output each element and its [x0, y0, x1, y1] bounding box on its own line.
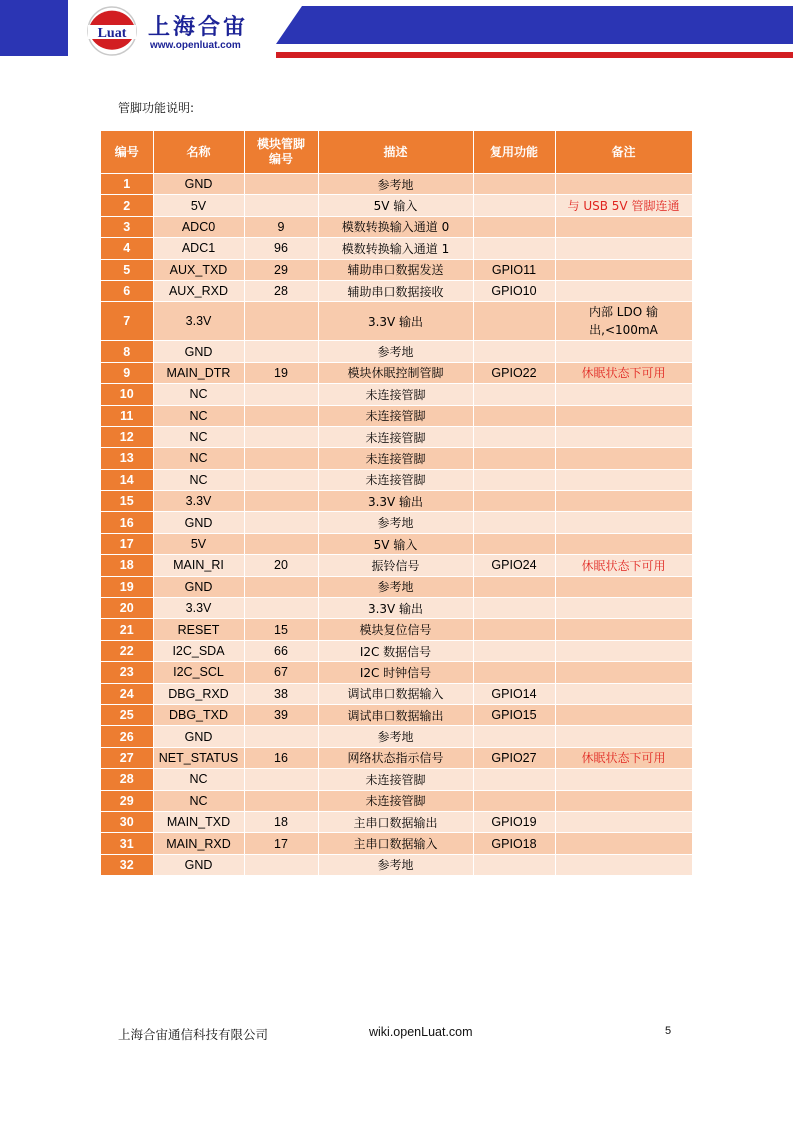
cell-num: 2 [101, 195, 153, 216]
cell-num: 24 [101, 683, 153, 704]
table-row [101, 598, 692, 619]
cell-num: 32 [101, 854, 153, 875]
cell-desc: 辅助串口数据接收 [318, 280, 473, 301]
footer-company: 上海合宙通信科技有限公司 [118, 1027, 269, 1042]
cell-note [555, 640, 692, 661]
cell-mux [473, 302, 555, 341]
cell-module-pin: 39 [244, 704, 318, 725]
cell-module-pin: 67 [244, 662, 318, 683]
company-logo-url: www.openluat.com [150, 40, 241, 51]
cell-mux [473, 448, 555, 469]
cell-mux [473, 640, 555, 661]
cell-mux: GPIO19 [473, 811, 555, 832]
cell-name: 3.3V [153, 598, 244, 619]
cell-module-pin: 28 [244, 280, 318, 301]
cell-module-pin: 38 [244, 683, 318, 704]
cell-num: 30 [101, 811, 153, 832]
col-header-mux: 复用功能 [473, 131, 555, 174]
cell-desc: 调试串口数据输出 [318, 704, 473, 725]
cell-desc: 模块休眠控制管脚 [318, 362, 473, 383]
cell-note [555, 384, 692, 405]
cell-name: NC [153, 426, 244, 447]
cell-name: 5V [153, 195, 244, 216]
cell-note [555, 619, 692, 640]
cell-num: 7 [101, 302, 153, 341]
cell-desc: 振铃信号 [318, 555, 473, 576]
cell-name: ADC1 [153, 238, 244, 259]
cell-num: 22 [101, 640, 153, 661]
cell-note [555, 811, 692, 832]
cell-note [555, 662, 692, 683]
table-row [101, 362, 692, 383]
cell-name: AUX_RXD [153, 280, 244, 301]
cell-module-pin: 17 [244, 833, 318, 854]
cell-name: RESET [153, 619, 244, 640]
cell-desc: I2C 数据信号 [318, 640, 473, 661]
table-row [101, 854, 692, 875]
cell-mux [473, 854, 555, 875]
footer-url: wiki.openLuat.com [369, 1025, 473, 1039]
cell-note [555, 341, 692, 362]
cell-desc: 未连接管脚 [318, 405, 473, 426]
cell-mux [473, 790, 555, 811]
cell-module-pin: 9 [244, 216, 318, 237]
cell-note [555, 533, 692, 554]
cell-note [555, 469, 692, 490]
cell-module-pin: 20 [244, 555, 318, 576]
logo-text: Luat [97, 26, 127, 41]
cell-mux [473, 512, 555, 533]
col-header-module-pin-line2: 编号 [268, 152, 293, 166]
table-row [101, 448, 692, 469]
cell-module-pin: 96 [244, 238, 318, 259]
cell-note [555, 683, 692, 704]
cell-mux: GPIO10 [473, 280, 555, 301]
cell-mux: GPIO11 [473, 259, 555, 280]
header-band [276, 6, 793, 44]
cell-note [555, 259, 692, 280]
cell-desc: 5V 输入 [318, 195, 473, 216]
cell-note: 休眠状态下可用 [555, 555, 692, 576]
cell-num: 25 [101, 704, 153, 725]
cell-desc: 参考地 [318, 512, 473, 533]
cell-mux [473, 426, 555, 447]
col-header-desc: 描述 [318, 131, 473, 174]
table-row [101, 238, 692, 259]
cell-module-pin [244, 533, 318, 554]
cell-name: 3.3V [153, 302, 244, 341]
table-row [101, 491, 692, 512]
table-row [101, 259, 692, 280]
cell-num: 31 [101, 833, 153, 854]
table-row [101, 747, 692, 768]
cell-desc: 未连接管脚 [318, 448, 473, 469]
cell-mux: GPIO24 [473, 555, 555, 576]
cell-name: GND [153, 512, 244, 533]
cell-note [555, 280, 692, 301]
cell-mux [473, 598, 555, 619]
luat-logo [86, 5, 138, 57]
cell-module-pin [244, 512, 318, 533]
cell-note [555, 216, 692, 237]
cell-num: 1 [101, 174, 153, 195]
cell-num: 19 [101, 576, 153, 597]
cell-num: 20 [101, 598, 153, 619]
cell-note [555, 174, 692, 195]
col-header-name: 名称 [153, 131, 244, 174]
cell-desc: 模块复位信号 [318, 619, 473, 640]
table-row [101, 405, 692, 426]
cell-desc: 辅助串口数据发送 [318, 259, 473, 280]
table-row [101, 216, 692, 237]
cell-desc: 主串口数据输出 [318, 811, 473, 832]
cell-note [555, 790, 692, 811]
table-row [101, 533, 692, 554]
cell-module-pin [244, 576, 318, 597]
cell-desc: 主串口数据输入 [318, 833, 473, 854]
cell-note [555, 726, 692, 747]
cell-num: 13 [101, 448, 153, 469]
cell-note [555, 833, 692, 854]
cell-desc: 调试串口数据输入 [318, 683, 473, 704]
cell-num: 3 [101, 216, 153, 237]
table-header-row [101, 131, 692, 174]
cell-module-pin [244, 790, 318, 811]
cell-desc: 模数转换输入通道 0 [318, 216, 473, 237]
header-red-line [276, 52, 793, 58]
cell-desc: 参考地 [318, 341, 473, 362]
cell-module-pin [244, 726, 318, 747]
col-header-module-pin-line1: 模块管脚 [256, 137, 305, 151]
cell-module-pin [244, 405, 318, 426]
header-accent-block [0, 0, 68, 56]
cell-desc: 模数转换输入通道 1 [318, 238, 473, 259]
cell-note [555, 704, 692, 725]
cell-module-pin: 19 [244, 362, 318, 383]
company-logo-title: 上海合宙 [148, 14, 249, 40]
cell-name: GND [153, 726, 244, 747]
cell-num: 23 [101, 662, 153, 683]
cell-mux [473, 769, 555, 790]
cell-mux [473, 238, 555, 259]
cell-name: AUX_TXD [153, 259, 244, 280]
col-header-note: 备注 [555, 131, 692, 174]
cell-name: NC [153, 448, 244, 469]
cell-mux [473, 384, 555, 405]
cell-mux [473, 341, 555, 362]
cell-desc: 5V 输入 [318, 533, 473, 554]
table-row [101, 341, 692, 362]
cell-note [555, 854, 692, 875]
table-row [101, 469, 692, 490]
cell-desc: 参考地 [318, 576, 473, 597]
cell-name: I2C_SCL [153, 662, 244, 683]
table-body [101, 174, 692, 876]
cell-mux [473, 174, 555, 195]
cell-note: 与 USB 5V 管脚连通 [555, 195, 692, 216]
table-row [101, 195, 692, 216]
cell-mux [473, 619, 555, 640]
cell-note-line2: 出,<100mA [589, 323, 658, 338]
cell-module-pin [244, 448, 318, 469]
cell-num: 9 [101, 362, 153, 383]
cell-note [555, 426, 692, 447]
cell-desc: 参考地 [318, 726, 473, 747]
cell-mux [473, 195, 555, 216]
cell-name: NC [153, 790, 244, 811]
cell-desc: 未连接管脚 [318, 769, 473, 790]
cell-num: 21 [101, 619, 153, 640]
cell-num: 8 [101, 341, 153, 362]
section-title: 管脚功能说明: [118, 101, 195, 115]
cell-desc: 3.3V 输出 [318, 491, 473, 512]
cell-name: MAIN_RXD [153, 833, 244, 854]
cell-num: 10 [101, 384, 153, 405]
cell-desc: 未连接管脚 [318, 790, 473, 811]
cell-note [555, 598, 692, 619]
cell-num: 5 [101, 259, 153, 280]
cell-name: I2C_SDA [153, 640, 244, 661]
cell-mux: GPIO27 [473, 747, 555, 768]
cell-mux [473, 405, 555, 426]
cell-module-pin: 15 [244, 619, 318, 640]
cell-note [555, 769, 692, 790]
cell-module-pin [244, 769, 318, 790]
cell-module-pin [244, 426, 318, 447]
cell-mux [473, 533, 555, 554]
cell-mux: GPIO22 [473, 362, 555, 383]
table-row [101, 426, 692, 447]
cell-name: MAIN_RI [153, 555, 244, 576]
cell-num: 15 [101, 491, 153, 512]
cell-num: 11 [101, 405, 153, 426]
cell-mux [473, 576, 555, 597]
cell-name: DBG_RXD [153, 683, 244, 704]
cell-name: MAIN_DTR [153, 362, 244, 383]
cell-module-pin [244, 469, 318, 490]
table-row [101, 280, 692, 301]
cell-mux [473, 216, 555, 237]
table-row [101, 640, 692, 661]
cell-note-line1: 内部 LDO 输 [588, 305, 658, 320]
cell-desc: 参考地 [318, 854, 473, 875]
table-row [101, 790, 692, 811]
col-header-num: 编号 [101, 131, 153, 174]
cell-module-pin: 18 [244, 811, 318, 832]
cell-num: 17 [101, 533, 153, 554]
cell-desc: 未连接管脚 [318, 384, 473, 405]
cell-num: 12 [101, 426, 153, 447]
cell-note [555, 238, 692, 259]
cell-desc: 参考地 [318, 174, 473, 195]
cell-mux [473, 491, 555, 512]
cell-desc: 3.3V 输出 [318, 302, 473, 341]
cell-module-pin [244, 174, 318, 195]
cell-module-pin [244, 302, 318, 341]
table-row [101, 384, 692, 405]
cell-name: 3.3V [153, 491, 244, 512]
cell-name: GND [153, 854, 244, 875]
cell-mux: GPIO14 [473, 683, 555, 704]
table-row [101, 662, 692, 683]
cell-desc: 未连接管脚 [318, 426, 473, 447]
cell-name: NC [153, 469, 244, 490]
table-row [101, 704, 692, 725]
cell-name: GND [153, 576, 244, 597]
table-row [101, 555, 692, 576]
cell-module-pin [244, 598, 318, 619]
cell-name: NC [153, 384, 244, 405]
cell-num: 28 [101, 769, 153, 790]
cell-note [555, 491, 692, 512]
cell-desc: 未连接管脚 [318, 469, 473, 490]
cell-num: 6 [101, 280, 153, 301]
cell-name: GND [153, 341, 244, 362]
table-row [101, 726, 692, 747]
table-row [101, 769, 692, 790]
cell-name: DBG_TXD [153, 704, 244, 725]
pin-function-table [101, 131, 693, 876]
cell-desc: 网络状态指示信号 [318, 747, 473, 768]
cell-module-pin [244, 854, 318, 875]
cell-num: 27 [101, 747, 153, 768]
cell-name: MAIN_TXD [153, 811, 244, 832]
cell-name: ADC0 [153, 216, 244, 237]
cell-name: GND [153, 174, 244, 195]
cell-num: 16 [101, 512, 153, 533]
table-row [101, 619, 692, 640]
footer-page-number: 5 [665, 1025, 672, 1037]
cell-note: 休眠状态下可用 [555, 747, 692, 768]
cell-mux [473, 726, 555, 747]
cell-desc: I2C 时钟信号 [318, 662, 473, 683]
cell-num: 18 [101, 555, 153, 576]
table-row [101, 683, 692, 704]
cell-module-pin [244, 341, 318, 362]
cell-mux [473, 662, 555, 683]
cell-module-pin [244, 491, 318, 512]
cell-note [555, 576, 692, 597]
cell-name: 5V [153, 533, 244, 554]
cell-note [555, 448, 692, 469]
table-row [101, 811, 692, 832]
cell-num: 26 [101, 726, 153, 747]
cell-module-pin: 16 [244, 747, 318, 768]
cell-desc: 3.3V 输出 [318, 598, 473, 619]
cell-module-pin [244, 195, 318, 216]
cell-num: 29 [101, 790, 153, 811]
table-row [101, 174, 692, 195]
cell-num: 14 [101, 469, 153, 490]
cell-module-pin [244, 384, 318, 405]
table-row [101, 576, 692, 597]
table-row [101, 302, 692, 341]
cell-note [555, 405, 692, 426]
cell-module-pin: 29 [244, 259, 318, 280]
cell-mux [473, 469, 555, 490]
cell-note [555, 512, 692, 533]
cell-name: NC [153, 769, 244, 790]
col-header-module-pin [244, 131, 318, 174]
table-row [101, 833, 692, 854]
cell-name: NC [153, 405, 244, 426]
table-row [101, 512, 692, 533]
cell-module-pin: 66 [244, 640, 318, 661]
cell-mux: GPIO18 [473, 833, 555, 854]
cell-note [555, 302, 692, 341]
cell-note: 休眠状态下可用 [555, 362, 692, 383]
cell-mux: GPIO15 [473, 704, 555, 725]
cell-num: 4 [101, 238, 153, 259]
cell-name: NET_STATUS [153, 747, 244, 768]
